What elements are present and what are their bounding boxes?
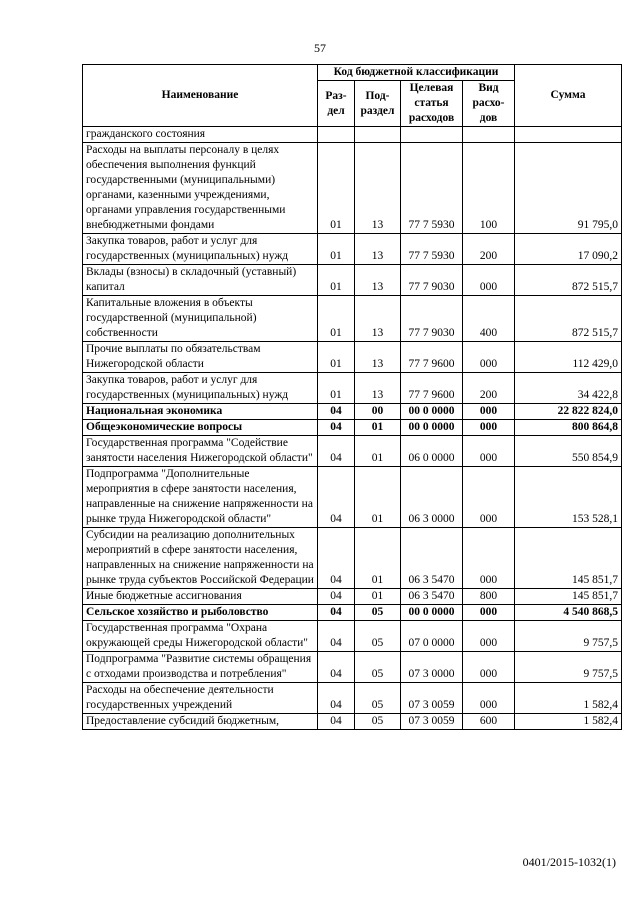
cell-podrazdel: 01 [355, 420, 401, 436]
cell-target [401, 127, 463, 143]
cell-podrazdel: 05 [355, 714, 401, 730]
cell-razdel: 04 [318, 589, 355, 605]
cell-target: 07 3 0000 [401, 652, 463, 683]
cell-sum: 9 757,5 [515, 652, 622, 683]
cell-podrazdel: 13 [355, 342, 401, 373]
cell-target: 06 0 0000 [401, 436, 463, 467]
cell-sum: 1 582,4 [515, 683, 622, 714]
cell-target: 06 3 5470 [401, 528, 463, 589]
cell-target: 07 3 0059 [401, 683, 463, 714]
table-row [83, 234, 622, 265]
cell-podrazdel: 05 [355, 605, 401, 621]
table-row [83, 127, 622, 143]
table-row [83, 621, 622, 652]
table-row [83, 683, 622, 714]
table-row [83, 605, 622, 621]
cell-vid: 000 [463, 621, 515, 652]
cell-podrazdel: 01 [355, 528, 401, 589]
cell-target: 77 7 5930 [401, 234, 463, 265]
cell-podrazdel: 13 [355, 143, 401, 234]
cell-target: 06 3 5470 [401, 589, 463, 605]
cell-sum: 1 582,4 [515, 714, 622, 730]
cell-vid: 000 [463, 683, 515, 714]
col-header-code-group: Код бюджетной классификации [318, 65, 515, 81]
table-row [83, 652, 622, 683]
cell-name: Расходы на обеспечение деятельности государственных учреждений [83, 683, 318, 714]
cell-target: 77 7 5930 [401, 143, 463, 234]
cell-name: Подпрограмма "Развитие системы обращения с отходами производства и потребления" [83, 652, 318, 683]
cell-name: Прочие выплаты по обязательствам Нижегородской области [83, 342, 318, 373]
cell-target: 00 0 0000 [401, 404, 463, 420]
cell-vid: 000 [463, 436, 515, 467]
cell-sum: 91 795,0 [515, 143, 622, 234]
cell-razdel: 01 [318, 143, 355, 234]
cell-sum: 550 854,9 [515, 436, 622, 467]
cell-podrazdel: 13 [355, 265, 401, 296]
cell-sum: 800 864,8 [515, 420, 622, 436]
cell-name: Национальная экономика [83, 404, 318, 420]
col-header-target: Целевая статья расходов [401, 81, 463, 127]
cell-vid [463, 127, 515, 143]
col-header-vid: Вид расхо- дов [463, 81, 515, 127]
cell-name: Общеэкономические вопросы [83, 420, 318, 436]
cell-razdel: 01 [318, 296, 355, 342]
cell-name: Подпрограмма "Дополнительные мероприятия в сфере занятости населения, направленные на снижение напряженности на рынке труда Нижегородской области" [83, 467, 318, 528]
cell-vid: 800 [463, 589, 515, 605]
cell-vid: 000 [463, 342, 515, 373]
cell-target: 77 7 9600 [401, 342, 463, 373]
cell-name: Сельское хозяйство и рыболовство [83, 605, 318, 621]
cell-target: 77 7 9600 [401, 373, 463, 404]
table-row [83, 296, 622, 342]
cell-name: Расходы на выплаты персоналу в целях обеспечения выполнения функций государственными (муниципальными) органами, казенными учреждениями, органами управления государственными внебюджетными фондами [83, 143, 318, 234]
cell-podrazdel: 01 [355, 436, 401, 467]
cell-target: 77 7 9030 [401, 296, 463, 342]
col-header-sum: Сумма [515, 65, 622, 127]
cell-target: 07 0 0000 [401, 621, 463, 652]
cell-name: Иные бюджетные ассигнования [83, 589, 318, 605]
table-row [83, 467, 622, 528]
cell-target: 06 3 0000 [401, 467, 463, 528]
table-row [83, 436, 622, 467]
cell-name: Субсидии на реализацию дополнительных мероприятий в сфере занятости населения, направленных на снижение напряженности на рынке труда субъектов Российской Федерации [83, 528, 318, 589]
cell-podrazdel: 13 [355, 296, 401, 342]
cell-vid: 000 [463, 404, 515, 420]
cell-podrazdel: 00 [355, 404, 401, 420]
table-row [83, 265, 622, 296]
cell-podrazdel: 05 [355, 621, 401, 652]
cell-vid: 600 [463, 714, 515, 730]
budget-table [82, 64, 622, 730]
cell-vid: 100 [463, 143, 515, 234]
cell-podrazdel: 05 [355, 683, 401, 714]
cell-name: Предоставление субсидий бюджетным, [83, 714, 318, 730]
cell-razdel: 04 [318, 528, 355, 589]
cell-razdel: 01 [318, 265, 355, 296]
cell-target: 00 0 0000 [401, 605, 463, 621]
cell-podrazdel: 13 [355, 234, 401, 265]
cell-sum: 34 422,8 [515, 373, 622, 404]
table-row [83, 404, 622, 420]
cell-razdel: 04 [318, 714, 355, 730]
document-code: 0401/2015-1032(1) [522, 855, 616, 869]
cell-razdel [318, 127, 355, 143]
cell-podrazdel: 01 [355, 589, 401, 605]
cell-sum: 4 540 868,5 [515, 605, 622, 621]
cell-razdel: 01 [318, 373, 355, 404]
cell-podrazdel [355, 127, 401, 143]
table-body [83, 127, 622, 730]
cell-razdel: 04 [318, 436, 355, 467]
cell-podrazdel: 13 [355, 373, 401, 404]
cell-razdel: 04 [318, 605, 355, 621]
cell-razdel: 01 [318, 342, 355, 373]
cell-sum [515, 127, 622, 143]
cell-razdel: 01 [318, 234, 355, 265]
cell-sum: 17 090,2 [515, 234, 622, 265]
cell-podrazdel: 05 [355, 652, 401, 683]
cell-vid: 000 [463, 605, 515, 621]
col-header-razdel: Раз- дел [318, 81, 355, 127]
cell-name: Государственная программа "Содействие занятости населения Нижегородской области" [83, 436, 318, 467]
cell-name: Капитальные вложения в объекты государственной (муниципальной) собственности [83, 296, 318, 342]
cell-target: 07 3 0059 [401, 714, 463, 730]
cell-vid: 000 [463, 528, 515, 589]
table-row [83, 373, 622, 404]
page-number: 57 [314, 41, 326, 55]
cell-razdel: 04 [318, 652, 355, 683]
cell-razdel: 04 [318, 467, 355, 528]
cell-razdel: 04 [318, 621, 355, 652]
col-header-podrazdel: Под- раздел [355, 81, 401, 127]
cell-razdel: 04 [318, 404, 355, 420]
col-header-name: Наименование [83, 65, 318, 127]
cell-sum: 9 757,5 [515, 621, 622, 652]
cell-name: Закупка товаров, работ и услуг для государственных (муниципальных) нужд [83, 234, 318, 265]
cell-name: Государственная программа "Охрана окружающей среды Нижегородской области" [83, 621, 318, 652]
table-row [83, 589, 622, 605]
cell-target: 77 7 9030 [401, 265, 463, 296]
table-row [83, 528, 622, 589]
table-row [83, 143, 622, 234]
cell-vid: 000 [463, 467, 515, 528]
cell-vid: 200 [463, 234, 515, 265]
cell-vid: 000 [463, 652, 515, 683]
cell-sum: 145 851,7 [515, 528, 622, 589]
cell-vid: 400 [463, 296, 515, 342]
cell-vid: 000 [463, 420, 515, 436]
cell-sum: 22 822 824,0 [515, 404, 622, 420]
cell-target: 00 0 0000 [401, 420, 463, 436]
cell-sum: 872 515,7 [515, 296, 622, 342]
table-header [83, 65, 622, 127]
cell-sum: 112 429,0 [515, 342, 622, 373]
table-row [83, 714, 622, 730]
cell-razdel: 04 [318, 420, 355, 436]
cell-name: гражданского состояния [83, 127, 318, 143]
cell-vid: 200 [463, 373, 515, 404]
table-row [83, 342, 622, 373]
cell-podrazdel: 01 [355, 467, 401, 528]
cell-sum: 153 528,1 [515, 467, 622, 528]
cell-sum: 145 851,7 [515, 589, 622, 605]
cell-name: Закупка товаров, работ и услуг для государственных (муниципальных) нужд [83, 373, 318, 404]
table-row [83, 420, 622, 436]
cell-razdel: 04 [318, 683, 355, 714]
cell-vid: 000 [463, 265, 515, 296]
cell-name: Вклады (взносы) в складочный (уставный) капитал [83, 265, 318, 296]
cell-sum: 872 515,7 [515, 265, 622, 296]
